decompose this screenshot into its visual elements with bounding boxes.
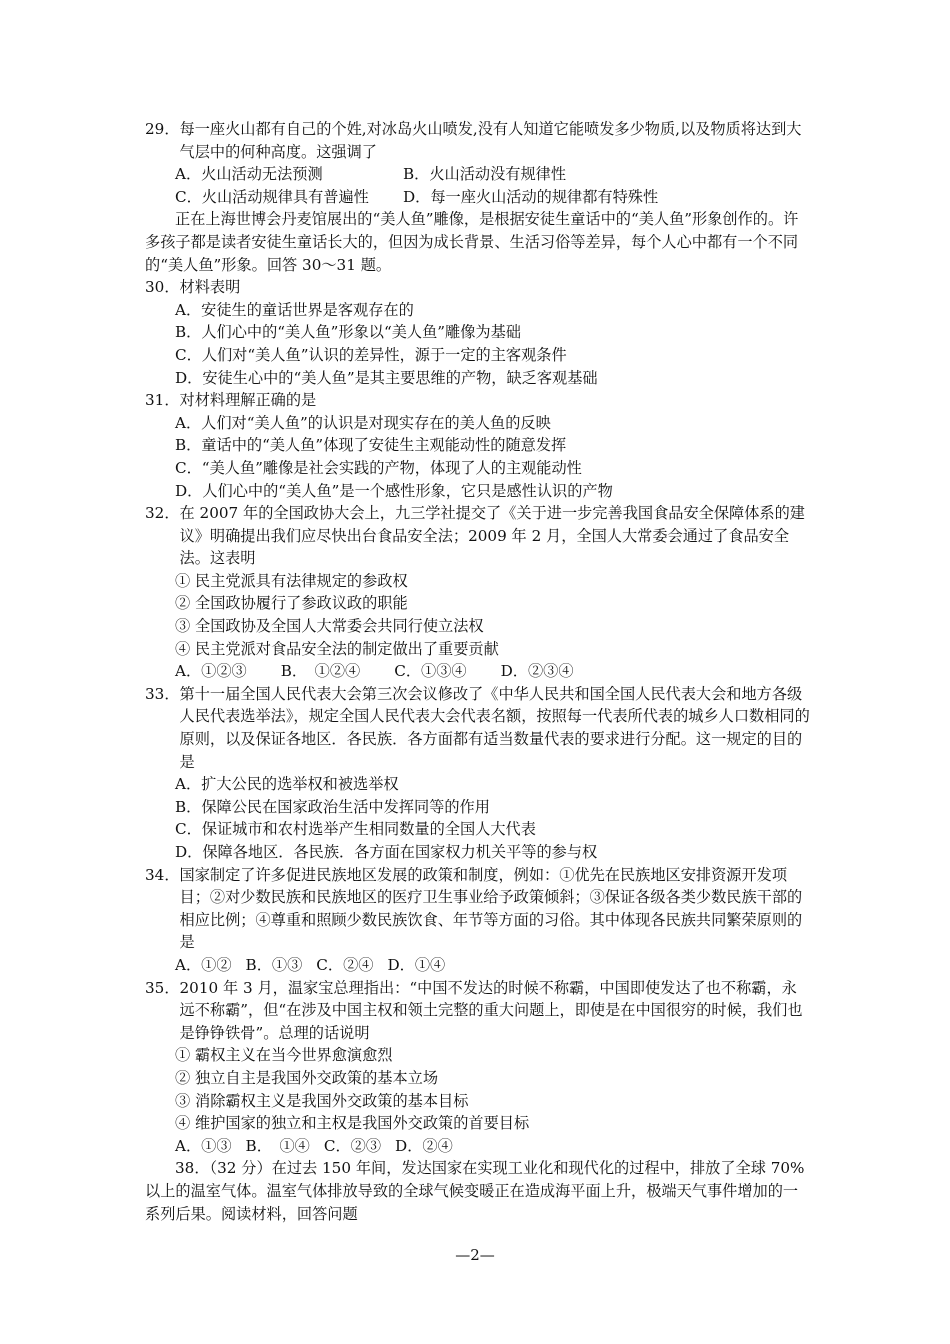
option-b: B． ①②④ [280,662,361,681]
question-32 [145,502,810,570]
question-stem: 每一座火山都有自己的个姓,对冰岛火山喷发,没有人知道它能喷发多少物质,以及物质将达到大气层中的何种高度。这强调了 [179,120,802,161]
question-stem: 2010 年 3 月，温家宝总理指出：“中国不发达的时候不称霸，中国即使发达了也不称霸，永远不称霸”，但“在涉及中国主权和领土完整的重大问题上，即使是在中国很穷的时候，我们也是铮铮铁骨”。总理的话说明 [179,978,803,1042]
option-a: A．火山活动无法预测 [175,165,323,184]
option-a: A．①②③ [175,662,247,681]
reading-material: 正在上海世博会丹麦馆展出的“美人鱼”雕像，是根据安徒生童话中的“美人鱼”形象创作的。许多孩子都是读者安徒生童话长大的，但因为成长背景、生活习俗等差异，每个人心中都有一个不同的“美人鱼”形象。回答 30～31 题。 [145,210,799,274]
option-b: B．童话中的“美人鱼”体现了安徒生主观能动性的随意发挥 [175,436,567,455]
options-row [145,660,810,683]
question-33 [145,683,810,773]
option-b: B． ①④ [245,1136,310,1155]
option-c: C．人们对“美人鱼”认识的差异性，源于一定的主客观条件 [175,345,567,364]
question-30 [145,276,810,299]
question-34 [145,864,810,954]
option-a: A．扩大公民的选举权和被选举权 [175,775,399,794]
option-a: A．人们对“美人鱼”的认识是对现实存在的美人鱼的反映 [175,413,551,432]
page-number: —2— [455,1246,495,1264]
option-b: B．①③ [245,955,303,974]
statement-3: ③ 消除霸权主义是我国外交政策的基本目标 [175,1091,469,1110]
options-row [145,954,810,977]
options-row [145,1135,810,1158]
question-31 [145,389,810,412]
option-c: C．“美人鱼”雕像是社会实践的产物，体现了人的主观能动性 [175,458,582,477]
option-d: D．每一座火山活动的规律都有特殊性 [403,187,659,206]
option-d: D．安徒生心中的“美人鱼”是其主要思维的产物，缺乏客观基础 [175,368,598,387]
statement-4: ④ 民主党派对食品安全法的制定做出了重要贡献 [175,639,499,658]
statement-1: ① 民主党派具有法律规定的参政权 [175,571,408,590]
options-row [145,163,810,186]
option-c: C．②④ [316,955,374,974]
option-c: C．火山活动规律具有普遍性 [175,187,369,206]
option-c: C．保证城市和农村选举产生相同数量的全国人大代表 [175,820,536,839]
question-number: 29． [145,120,180,138]
question-stem: 国家制定了许多促进民族地区发展的政策和制度，例如：①优先在民族地区安排资源开发项目；②对少数民族和民族地区的医疗卫生事业给予政策倾斜；③保证各级各类少数民族干部的相应比例；④尊重和照顾少数民族饮食、年节等方面的习俗。其中体现各民族共同繁荣原则的是 [179,865,803,952]
question-stem: 在 2007 年的全国政协大会上，九三学社提交了《关于进一步完善我国食品安全保障体系的建议》明确提出我们应尽快出台食品安全法；2009 年 2 月，全国人大常委会通过了食品安全法。这表明 [179,504,805,568]
option-a: A．安徒生的童话世界是客观存在的 [175,300,414,319]
question-stem: 对材料理解正确的是 [179,391,317,410]
option-b: B．保障公民在国家政治生活中发挥同等的作用 [175,797,490,816]
question-29 [145,118,810,163]
statement-2: ② 独立自主是我国外交政策的基本立场 [175,1068,439,1087]
question-stem: 材料表明 [179,278,241,297]
option-d: D．②④ [395,1136,453,1155]
option-c: C．②③ [323,1136,382,1155]
question-number: 34． [145,865,180,884]
question-number: 30． [145,278,180,297]
option-b: B．人们心中的“美人鱼”形象以“美人鱼”雕像为基础 [175,323,521,342]
statement-3: ③ 全国政协及全国人大常委会共同行使立法权 [175,617,484,636]
option-d: D．①④ [387,955,446,974]
question-number: 35． [145,978,180,997]
statement-4: ④ 维护国家的独立和主权是我国外交政策的首要目标 [175,1114,530,1133]
statement-1: ① 霸权主义在当今世界愈演愈烈 [175,1046,393,1065]
question-stem: 第十一届全国人民代表大会第三次会议修改了《中华人民共和国全国人民代表大会和地方各级人民代表选举法》，规定全国人民代表大会代表名额，按照每一代表所代表的城乡人口数相同的原则，以及保证各地区．各民族．各方面都有适当数量代表的要求进行分配。这一规定的目的是 [179,684,810,771]
option-c: C．①③④ [394,662,467,681]
question-38: 38．（32 分）在过去 150 年间，发达国家在实现工业化和现代化的过程中，排放了全球 70%以上的温室气体。温室气体排放导致的全球气候变暖正在造成海平面上升，极端天气事件增加的一系列后果。阅读材料，回答问题 [145,1159,805,1223]
question-number: 33． [145,684,180,703]
option-a: A．①③ [175,1136,232,1155]
question-number: 31． [145,391,180,410]
option-b: B．火山活动没有规律性 [403,165,567,184]
option-a: A．①② [175,955,232,974]
option-d: D．人们心中的“美人鱼”是一个感性形象，它只是感性认识的产物 [175,481,613,500]
page-content [145,118,810,1225]
question-number: 32． [145,504,180,523]
option-d: D．②③④ [500,662,574,681]
options-row [145,186,810,209]
question-35 [145,977,810,1045]
option-d: D．保障各地区．各民族．各方面在国家权力机关平等的参与权 [175,843,598,861]
statement-2: ② 全国政协履行了参政议政的职能 [175,594,408,613]
